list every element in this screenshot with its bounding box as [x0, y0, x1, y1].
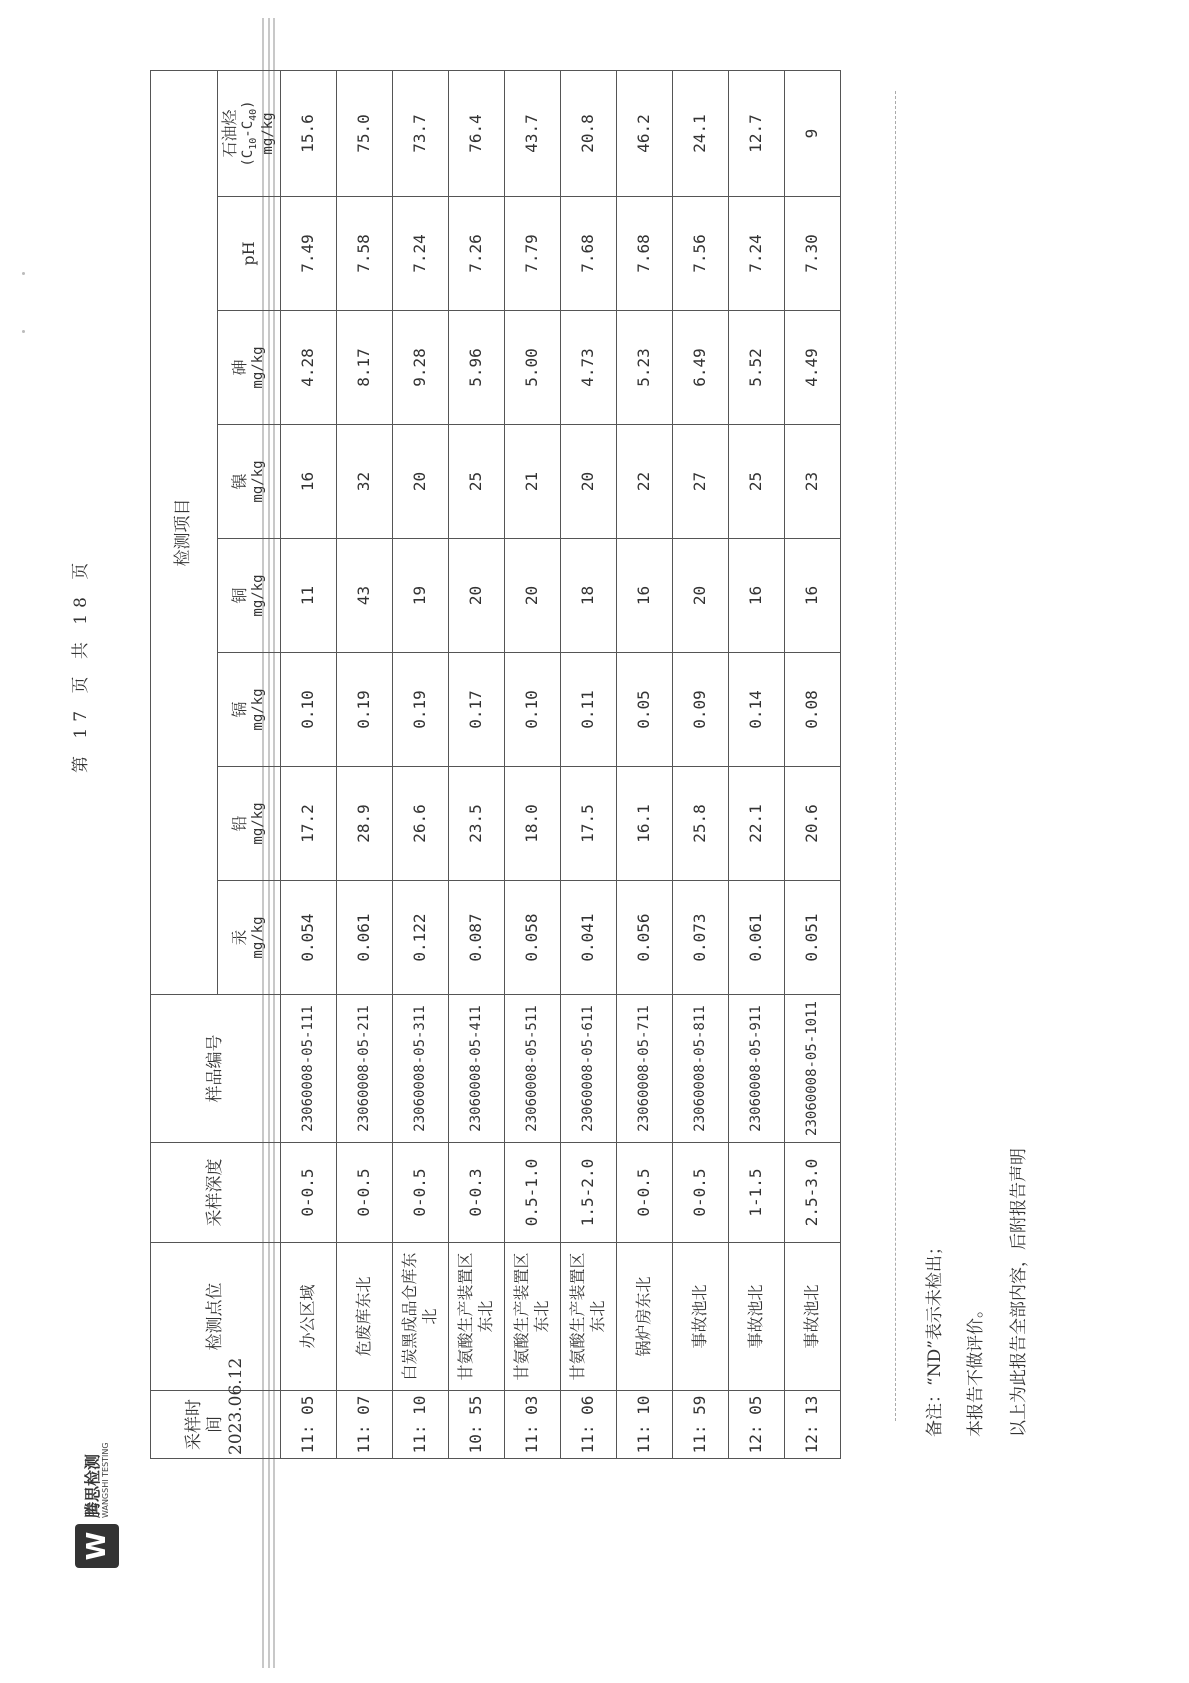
cell-ni: 23 [784, 425, 840, 539]
cell-sample-id: 23060008-05-411 [448, 995, 504, 1143]
cell-time: 12: 13 [784, 1391, 840, 1459]
header-item-4 [218, 425, 281, 539]
cell-ph: 7.58 [336, 197, 392, 311]
cell-location: 甘氨酸生产装置区东北 [560, 1243, 616, 1391]
logo-mark-icon: W [75, 1524, 119, 1568]
cell-ph: 7.68 [560, 197, 616, 311]
header-sampling-time-label: 采样时间 [183, 1399, 225, 1450]
logo-brand: 腾思检测 [82, 1453, 102, 1518]
cell-depth: 0-0.5 [280, 1143, 336, 1243]
cell-hg: 0.054 [280, 881, 336, 995]
cell-depth: 0-0.5 [336, 1143, 392, 1243]
header-item-name: 石油烃 [220, 109, 239, 158]
cell-sample-id: 23060008-05-111 [280, 995, 336, 1143]
cell-sample-id: 23060008-05-511 [504, 995, 560, 1143]
cell-ni: 27 [672, 425, 728, 539]
cell-cu: 19 [392, 539, 448, 653]
cell-depth: 0-0.5 [672, 1143, 728, 1243]
company-logo [75, 1442, 119, 1568]
header-item-unit: mg/kg [250, 346, 267, 389]
header-items-group: 检测项目 [151, 71, 218, 995]
cell-time: 11: 10 [616, 1391, 672, 1459]
cell-hg: 0.087 [448, 881, 504, 995]
table-row [672, 71, 728, 1459]
cell-depth: 0.5-1.0 [504, 1143, 560, 1243]
cell-sample-id: 23060008-05-811 [672, 995, 728, 1143]
header-item-unit: mg/kg [260, 112, 277, 155]
header-item-6 [218, 197, 281, 311]
table-row [392, 71, 448, 1459]
table-row [336, 71, 392, 1459]
header-item-2 [218, 653, 281, 767]
cell-depth: 1.5-2.0 [560, 1143, 616, 1243]
cell-cu: 20 [672, 539, 728, 653]
cell-tph: 20.8 [560, 71, 616, 197]
cell-cd: 0.05 [616, 653, 672, 767]
cell-hg: 0.061 [728, 881, 784, 995]
table-row [784, 71, 840, 1459]
cell-tph: 24.1 [672, 71, 728, 197]
cell-sample-id: 23060008-05-611 [560, 995, 616, 1143]
cell-location: 办公区域 [280, 1243, 336, 1391]
cell-location: 白炭黑成品仓库东北 [392, 1243, 448, 1391]
header-item-name: 砷 [230, 359, 250, 376]
cell-cd: 0.08 [784, 653, 840, 767]
cell-hg: 0.051 [784, 881, 840, 995]
cell-as: 5.00 [504, 311, 560, 425]
cell-ni: 25 [448, 425, 504, 539]
cell-ph: 7.79 [504, 197, 560, 311]
cell-as: 5.52 [728, 311, 784, 425]
cell-tph: 9 [784, 71, 840, 197]
cell-pb: 17.5 [560, 767, 616, 881]
cell-time: 12: 05 [728, 1391, 784, 1459]
notes [920, 1148, 1045, 1437]
header-item-name: 铜 [230, 587, 250, 604]
cell-cu: 18 [560, 539, 616, 653]
cell-cu: 20 [504, 539, 560, 653]
cell-tph: 43.7 [504, 71, 560, 197]
cell-cu: 20 [448, 539, 504, 653]
cell-tph: 75.0 [336, 71, 392, 197]
cell-depth: 0-0.5 [616, 1143, 672, 1243]
cell-pb: 16.1 [616, 767, 672, 881]
header-item-1 [218, 767, 281, 881]
cell-pb: 25.8 [672, 767, 728, 881]
cell-pb: 23.5 [448, 767, 504, 881]
cell-time: 11: 05 [280, 1391, 336, 1459]
cell-ph: 7.56 [672, 197, 728, 311]
cell-as: 4.28 [280, 311, 336, 425]
cell-ph: 7.49 [280, 197, 336, 311]
cell-cd: 0.17 [448, 653, 504, 767]
cell-depth: 0-0.5 [392, 1143, 448, 1243]
cell-time: 11: 59 [672, 1391, 728, 1459]
header-item-formula-a: 10 [247, 137, 259, 150]
cell-location: 甘氨酸生产装置区东北 [504, 1243, 560, 1391]
cell-location: 锅炉房东北 [616, 1243, 672, 1391]
cell-pb: 26.6 [392, 767, 448, 881]
cell-hg: 0.041 [560, 881, 616, 995]
header-date: 2023.06.12 [226, 1357, 247, 1455]
cell-hg: 0.122 [392, 881, 448, 995]
cell-ph: 7.24 [392, 197, 448, 311]
cell-cd: 0.19 [392, 653, 448, 767]
table-row [560, 71, 616, 1459]
header-item-5 [218, 311, 281, 425]
cell-tph: 76.4 [448, 71, 504, 197]
cell-pb: 22.1 [728, 767, 784, 881]
logo-sub: WANGSHI TESTING [101, 1442, 111, 1518]
cell-as: 6.49 [672, 311, 728, 425]
cell-time: 10: 55 [448, 1391, 504, 1459]
cell-location: 甘氨酸生产装置区东北 [448, 1243, 504, 1391]
header-sample-id: 样品编号 [151, 995, 281, 1143]
cell-ph: 7.24 [728, 197, 784, 311]
cell-sample-id: 23060008-05-911 [728, 995, 784, 1143]
header-item-formula [240, 74, 260, 193]
cell-cd: 0.11 [560, 653, 616, 767]
table-row [280, 71, 336, 1459]
header-item-formula-post: ) [240, 100, 256, 109]
cell-cd: 0.10 [280, 653, 336, 767]
table-row [616, 71, 672, 1459]
cell-tph: 12.7 [728, 71, 784, 197]
cell-ni: 20 [560, 425, 616, 539]
cell-location: 事故池北 [728, 1243, 784, 1391]
table-row [728, 71, 784, 1459]
cell-ph: 7.68 [616, 197, 672, 311]
header-item-3 [218, 539, 281, 653]
cell-ni: 25 [728, 425, 784, 539]
cell-time: 11: 07 [336, 1391, 392, 1459]
cell-location: 事故池北 [784, 1243, 840, 1391]
header-sampling-time [151, 1357, 281, 1459]
cell-ph: 7.30 [784, 197, 840, 311]
table-row [504, 71, 560, 1459]
cell-sample-id: 23060008-05-311 [392, 995, 448, 1143]
cell-depth: 2.5-3.0 [784, 1143, 840, 1243]
header-item-name: 铅 [230, 815, 250, 832]
page-number: 第 17 页 共 18 页 [71, 556, 91, 773]
header-item-name: 汞 [230, 929, 250, 946]
cell-ni: 22 [616, 425, 672, 539]
cell-cu: 43 [336, 539, 392, 653]
cell-ni: 16 [280, 425, 336, 539]
cell-time: 11: 06 [560, 1391, 616, 1459]
header-item-formula-b: 40 [247, 108, 259, 121]
table-row [448, 71, 504, 1459]
note-no-evaluation: 本报告不做评价。 [966, 1301, 986, 1437]
cell-cd: 0.09 [672, 653, 728, 767]
cell-sample-id: 23060008-05-711 [616, 995, 672, 1143]
cell-cd: 0.14 [728, 653, 784, 767]
cell-time: 11: 10 [392, 1391, 448, 1459]
cell-cu: 16 [728, 539, 784, 653]
cell-pb: 18.0 [504, 767, 560, 881]
cell-ni: 21 [504, 425, 560, 539]
cell-pb: 17.2 [280, 767, 336, 881]
cell-tph: 15.6 [280, 71, 336, 197]
header-item-name: 镍 [230, 473, 250, 490]
cell-as: 4.73 [560, 311, 616, 425]
header-item-name: pH [238, 241, 258, 266]
header-item-unit: mg/kg [250, 802, 267, 845]
cell-cu: 16 [784, 539, 840, 653]
header-item-unit: mg/kg [250, 688, 267, 731]
cell-pb: 28.9 [336, 767, 392, 881]
cell-ph: 7.26 [448, 197, 504, 311]
cell-as: 5.23 [616, 311, 672, 425]
cell-ni: 32 [336, 425, 392, 539]
cell-sample-id: 23060008-05-211 [336, 995, 392, 1143]
cell-as: 8.17 [336, 311, 392, 425]
cell-as: 4.49 [784, 311, 840, 425]
cell-tph: 46.2 [616, 71, 672, 197]
cell-hg: 0.056 [616, 881, 672, 995]
header-item-unit: mg/kg [250, 916, 267, 959]
cell-ni: 20 [392, 425, 448, 539]
cell-hg: 0.058 [504, 881, 560, 995]
header-item-7 [218, 71, 281, 197]
cell-location: 危废库东北 [336, 1243, 392, 1391]
cell-as: 9.28 [392, 311, 448, 425]
cell-cd: 0.19 [336, 653, 392, 767]
cell-depth: 0-0.3 [448, 1143, 504, 1243]
cell-cu: 16 [616, 539, 672, 653]
header-item-name: 镉 [230, 701, 250, 718]
cell-cu: 11 [280, 539, 336, 653]
note-end: 以上为此报告全部内容，后附报告声明 [1009, 1148, 1029, 1437]
note-nd: 备注：“ND”表示未检出； [925, 1238, 945, 1437]
cell-cd: 0.10 [504, 653, 560, 767]
header-item-formula-mid: -C [240, 120, 256, 138]
header-location: 检测点位 [151, 1243, 281, 1391]
header-item-formula-pre: (C [240, 149, 256, 167]
cell-pb: 20.6 [784, 767, 840, 881]
header-depth: 采样深度 [151, 1143, 281, 1243]
test-results-table [150, 70, 841, 1459]
cell-time: 11: 03 [504, 1391, 560, 1459]
cell-tph: 73.7 [392, 71, 448, 197]
table-body [280, 71, 840, 1459]
cell-location: 事故池北 [672, 1243, 728, 1391]
divider-line [895, 91, 896, 1421]
cell-as: 5.96 [448, 311, 504, 425]
header-item-unit: mg/kg [250, 574, 267, 617]
cell-hg: 0.073 [672, 881, 728, 995]
cell-hg: 0.061 [336, 881, 392, 995]
cell-sample-id: 23060008-05-1011 [784, 995, 840, 1143]
header-item-unit: mg/kg [250, 460, 267, 503]
header-item-0 [218, 881, 281, 995]
cell-depth: 1-1.5 [728, 1143, 784, 1243]
